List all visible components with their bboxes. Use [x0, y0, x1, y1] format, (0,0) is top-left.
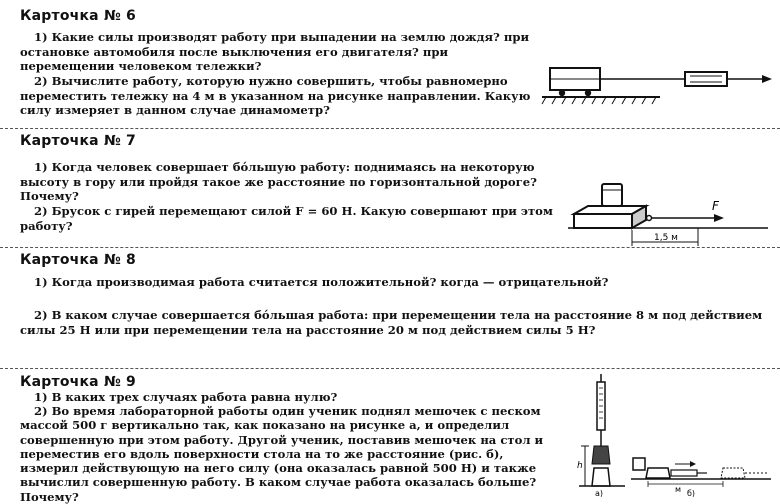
- height-label: h: [577, 461, 583, 471]
- question-2: 2) Брусок с гирей перемещают силой F = 60 Н. Какую совершают при этом работу?: [20, 204, 553, 233]
- question-2: 2) Во время лабораторной работы один ученик поднял мешочек с песком массой 500 г вертикально так, как показано на рисунке а, и определил совершенную при этом работу. Другой ученик, поставив мешочек на стол и переместив его вдоль поверхности стола на то же расстояние (рис. б), измерил действующую на него силу (она оказалась равной 500 Н) и также вычислил совершенную работу. В каком случае работа оказалась больше? Почему?: [20, 404, 544, 504]
- force-label: F: [712, 199, 719, 213]
- separator: [0, 247, 780, 248]
- distance-label: 1,5 м: [654, 233, 678, 243]
- cart-dynamometer-figure: [540, 62, 775, 112]
- figure-b-label: б): [687, 489, 696, 497]
- question-1: 1) В каких трех случаях работа равна нулю?: [34, 390, 338, 404]
- separator: [0, 128, 780, 129]
- figure-a-label: а): [595, 489, 604, 497]
- question-1: 1) Какие силы производят работу при выпадении на землю дождя? при остановке автомобиля после выключения его двигателя? при перемещении человеком тележки?: [20, 30, 530, 73]
- card-title: Карточка № 7: [20, 133, 136, 149]
- distance-mark-label: м: [675, 485, 682, 494]
- block-weight-figure: [568, 180, 773, 250]
- card-title: Карточка № 8: [20, 252, 136, 268]
- card-title: Карточка № 6: [20, 8, 136, 24]
- question-2: 2) Вычислите работу, которую нужно совершить, чтобы равномерно переместить тележку на 4 м в указанном на рисунке направлении. Какую силу измеряет в данном случае динамометр?: [20, 74, 531, 117]
- separator: [0, 368, 780, 369]
- lab-bag-figure: [575, 372, 775, 497]
- card-title: Карточка № 9: [20, 374, 136, 390]
- question-1: 1) Когда человек совершает бóльшую работу: поднимаясь на некоторую высоту в гору или пройдя такое же расстояние по горизонтальной дороге? Почему?: [20, 160, 537, 203]
- question-2: 2) В каком случае совершается бóльшая работа: при перемещении тела на расстояние 8 м под действием силы 25 Н или при перемещении тела на расстояние 20 м под действием силы 5 Н?: [20, 308, 763, 337]
- question-1: 1) Когда производимая работа считается положительной? когда — отрицательной?: [34, 275, 609, 289]
